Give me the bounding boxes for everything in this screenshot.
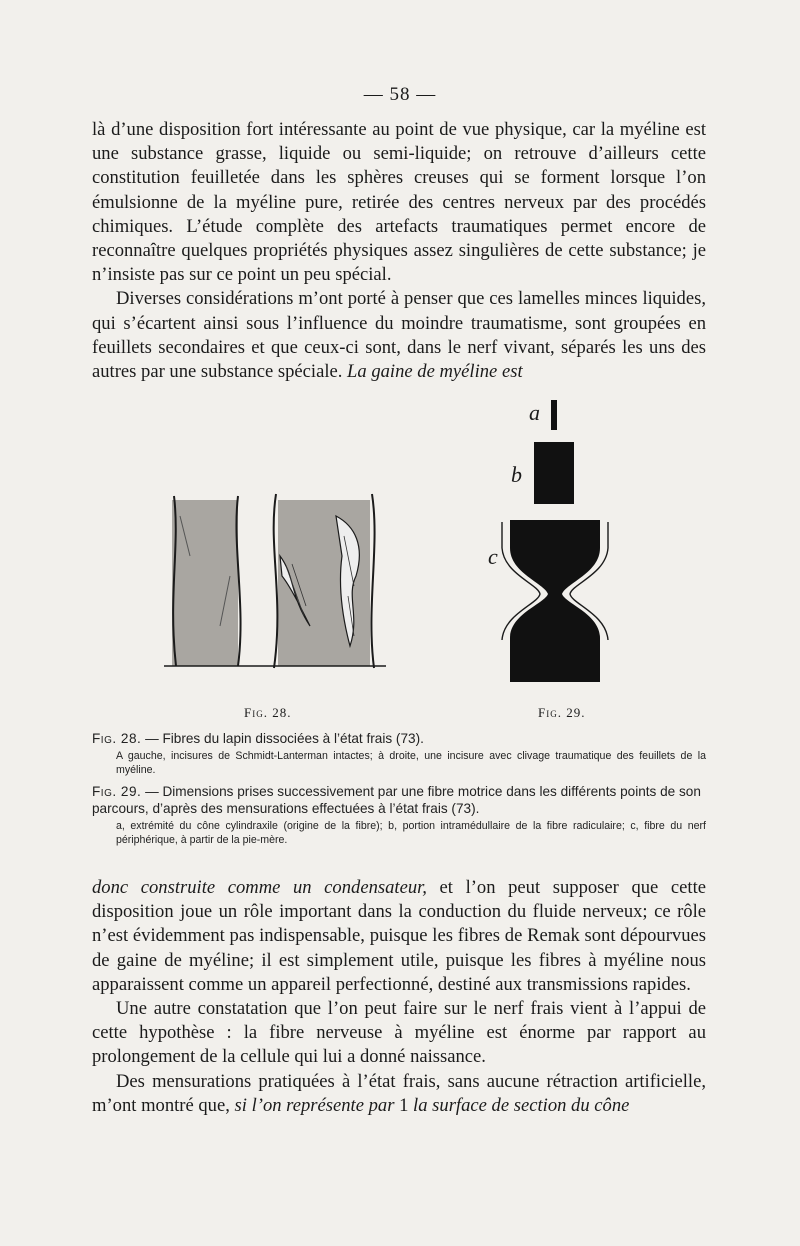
body-text-top — [92, 118, 706, 384]
fig28-right-fiber — [278, 500, 370, 666]
caption-fig29-title — [92, 783, 706, 817]
paragraph-1: là d’une disposition fort intéressante au point de vue physique, car la myéline est une substance grasse, liquide ou semi-liquide; on retrouve d’ailleurs cette constitution feuilletée dans les sphères creuses qui se forment lorsque l’on émulsionne de la myéline pure, retirée des centres nerveux par des procédés chimiques. L’étude complète des artefacts traumatiques permet encore de reconnaître quelques propriétés physiques assez singulières de cette substance; je n’insiste pas sur ce point un peu spécial. — [92, 119, 706, 286]
caption-fig28-text: — Fibres du lapin dissociées à l’état frais (73). — [141, 731, 424, 746]
fig28-drawing — [160, 486, 390, 672]
caption-fig28-title — [92, 730, 706, 747]
fig29-segment-b — [534, 442, 574, 504]
paragraph-3-text: et l’on peut supposer que cette disposition joue un rôle important dans la conduction du fluide nerveux; ce rôle n’est évidemment pas indispensable, puisque les fibres de Remak sont dépourvues de gaine de myéline; il est simplement utile, puisque les fibres à myéline nous apparaissent comme un appareil perfectionné, destiné aux transmissions rapides. — [92, 877, 706, 995]
caption-fig29-ref: Fig. 29. — [92, 784, 142, 799]
fig29-letter-b: b — [511, 462, 522, 487]
fig29-segment-c-outline — [502, 522, 608, 640]
paragraph-2 — [92, 287, 706, 384]
fig28-cleavage — [280, 516, 359, 646]
fig28-right-fiber-outline — [274, 494, 375, 668]
paragraph-5 — [92, 1070, 706, 1118]
fig28-left-fiber — [172, 500, 238, 666]
fig29-segment-c — [510, 520, 600, 682]
caption-fig29-detail: a, extrémité du cône cylindraxile (origine de la fibre); b, portion intramédullaire de la fibre radiculaire; c, fibre du nerf périphérique, à partir de la pie-mère. — [116, 820, 706, 846]
paragraph-5-number: 1 — [394, 1094, 414, 1116]
paragraph-5-text: Des mensurations pratiquées à l’état frais, sans aucune rétraction artificielle, m’ont montré que, — [92, 1070, 706, 1116]
fig29-letter-a: a — [529, 400, 540, 425]
fig29-label: Fig. 29. — [538, 705, 586, 720]
fig28-cleavage-lines — [286, 536, 354, 636]
paragraph-5-italic-1: si l’on représente par — [234, 1094, 395, 1116]
figure-captions — [92, 730, 706, 853]
fig29-letter-c: c — [488, 544, 498, 569]
paragraph-3-italic: donc construite comme un condensateur, — [92, 877, 427, 898]
caption-fig28 — [92, 730, 706, 777]
paragraph-2-italic: La gaine de myéline est — [347, 361, 523, 383]
fig28-left-fiber-outline — [173, 496, 240, 666]
fig28-label: Fig. 28. — [244, 705, 292, 720]
fig29-segment-a — [551, 400, 557, 430]
caption-fig29-text: — Dimensions prises successivement par une fibre motrice dans les différents points de son parcours, d’après des mensurations effectuées à l’état frais (73). — [92, 784, 701, 816]
caption-fig28-detail: A gauche, incisures de Schmidt-Lanterman intactes; à droite, une incisure avec clivage traumatique des feuillets de la myéline. — [116, 750, 706, 776]
caption-fig28-ref: Fig. 28. — [92, 731, 142, 746]
paragraph-2-text: Diverses considérations m’ont porté à penser que ces lamelles minces liquides, qui s’écartent ainsi sous l’influence du moindre traumatisme, sont groupées en feuillets secondaires et que ceux-ci sont, dans le nerf vivant, séparés les uns des autres par une substance spéciale. — [92, 288, 706, 383]
body-text-bottom — [92, 876, 706, 1118]
caption-fig29 — [92, 783, 706, 847]
paragraph-4: Une autre constatation que l’on peut faire sur le nerf frais vient à l’appui de cette hypothèse : la fibre nerveuse à myéline est énorme par rapport au prolongement de la cellule qui lui a donné naissance. — [92, 998, 706, 1068]
paragraph-3 — [92, 876, 706, 997]
paragraph-5-italic-2: la surface de section du cône — [413, 1094, 630, 1116]
page-number: — 58 — — [363, 84, 437, 105]
fig28-left-incisure — [180, 516, 230, 626]
fig29-drawing — [496, 398, 616, 688]
